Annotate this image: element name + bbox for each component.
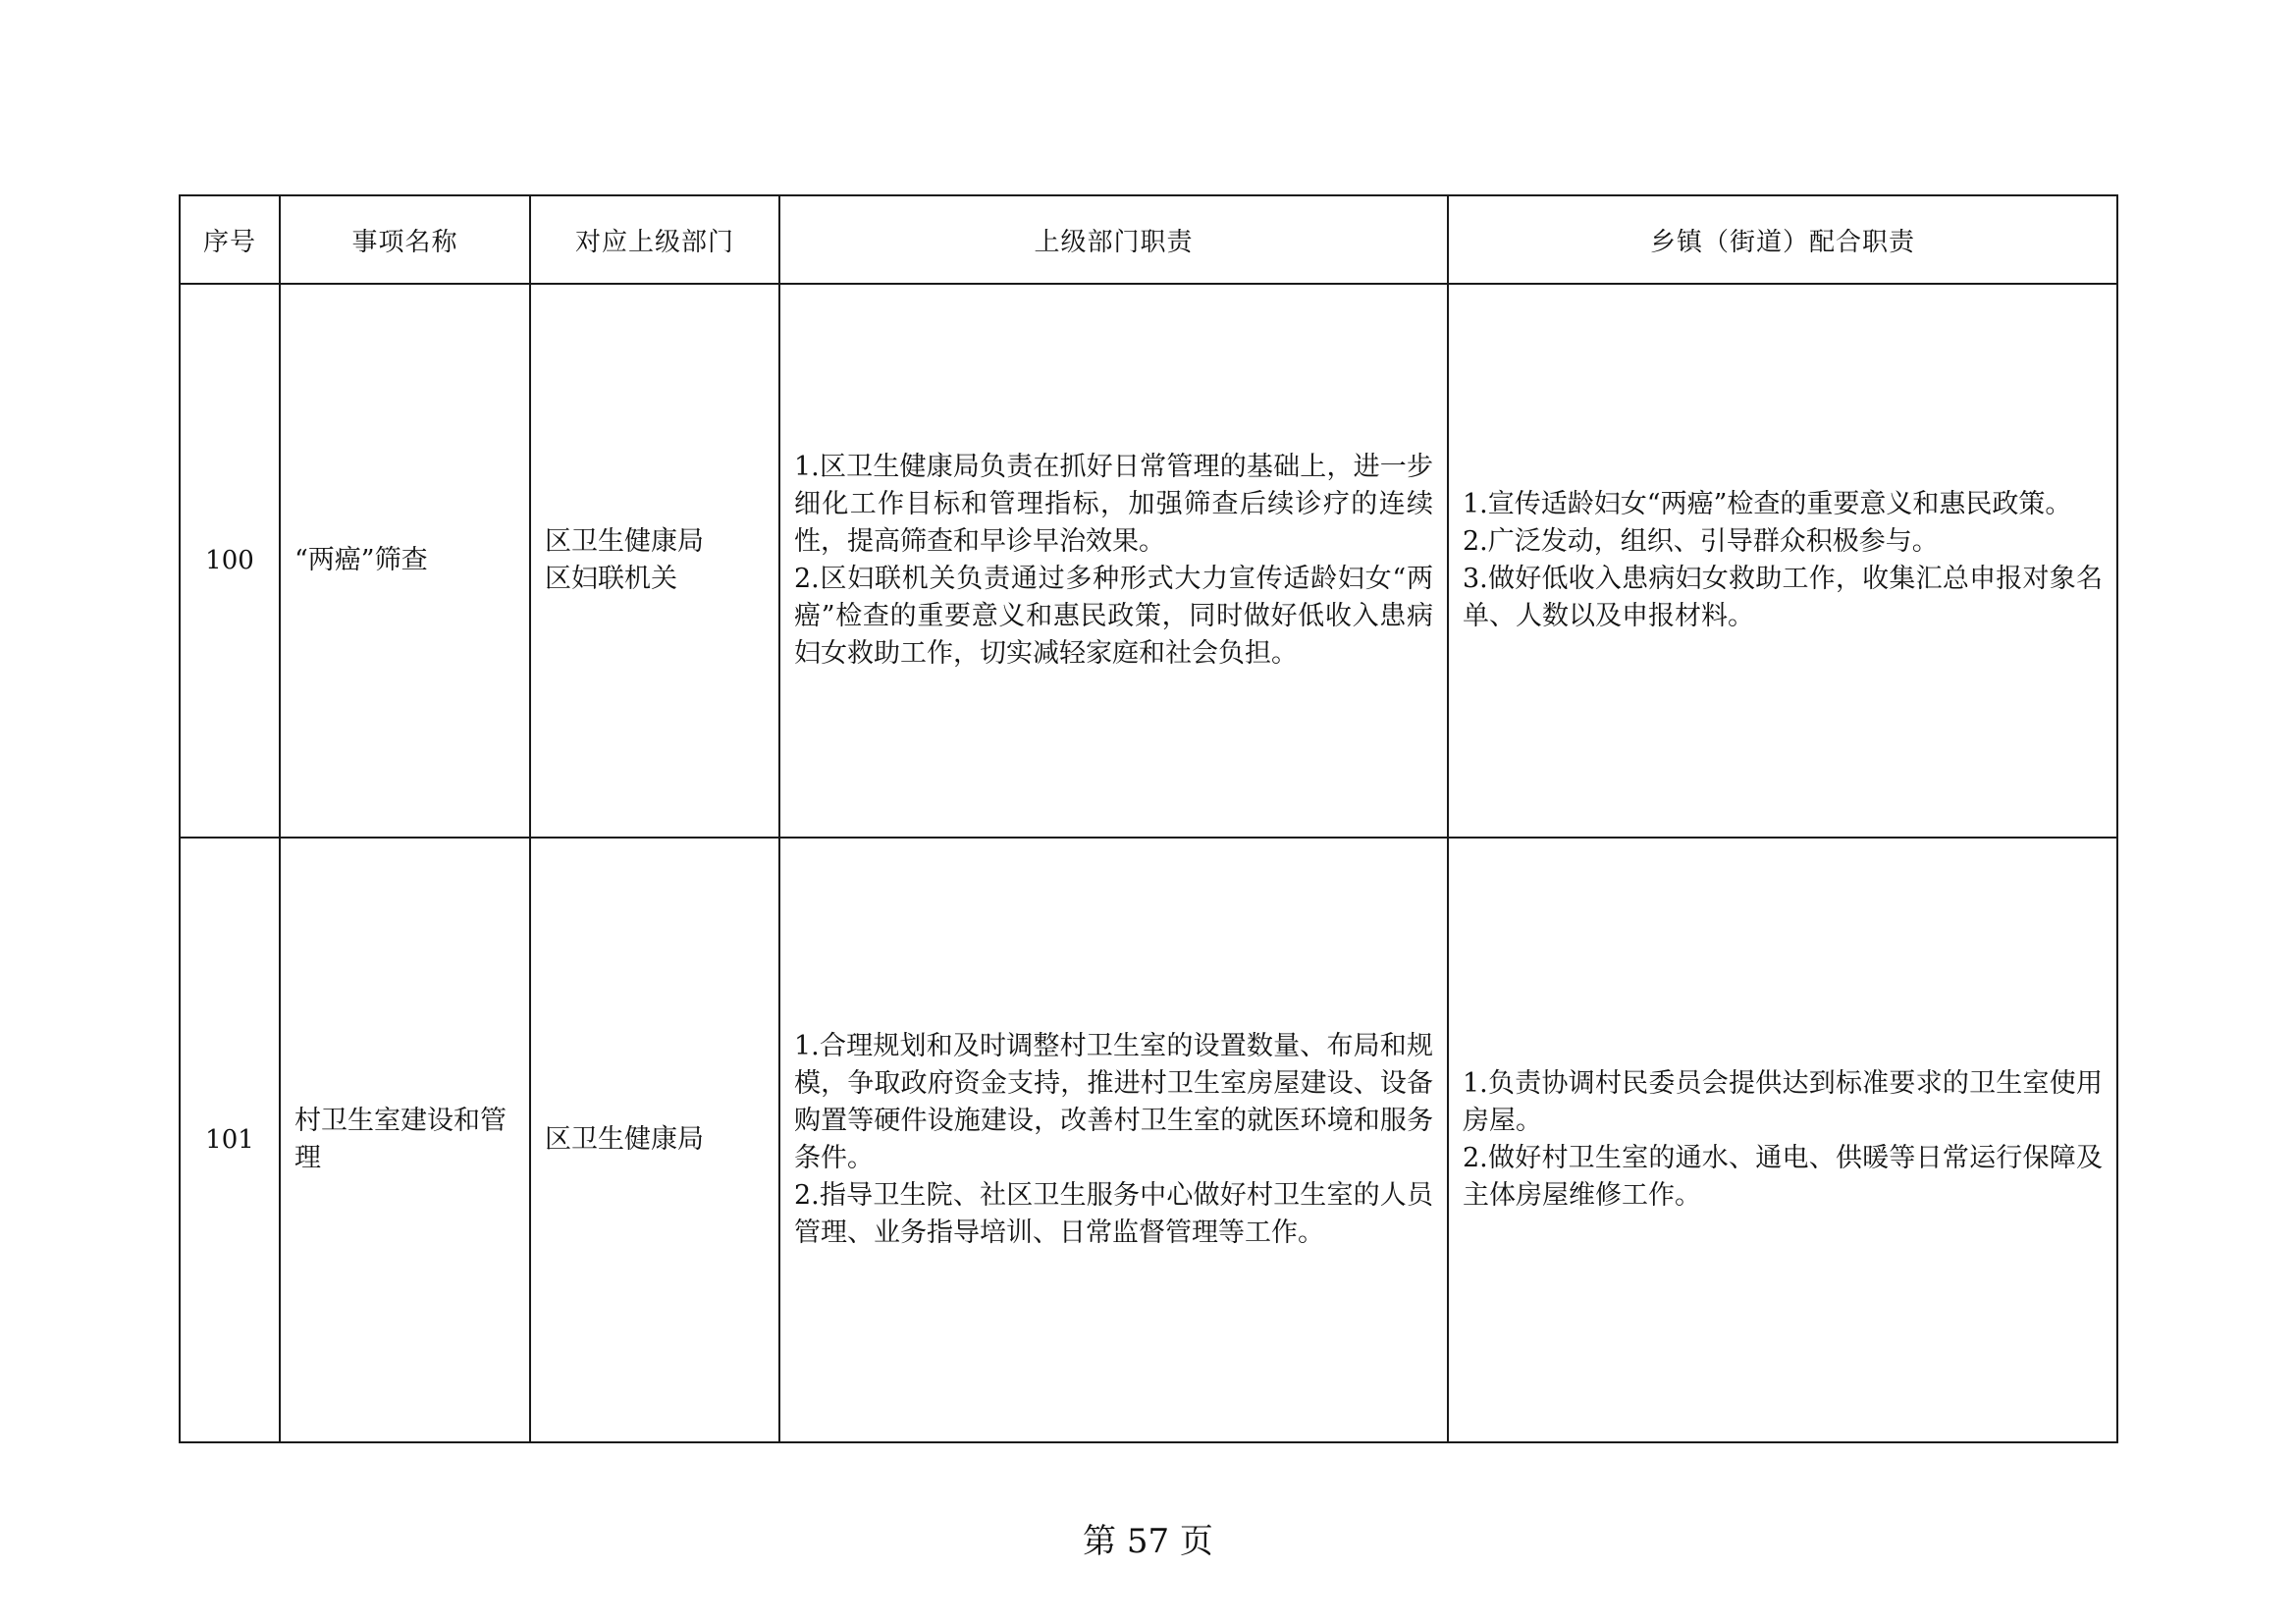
header-upper-department: 对应上级部门 xyxy=(530,195,779,284)
department-name: 区卫生健康局 xyxy=(545,1124,704,1155)
table-header-row xyxy=(180,195,2117,284)
row-upper-duties xyxy=(779,284,1448,838)
department-name: 区妇联机关 xyxy=(545,564,677,594)
header-serial-number: 序号 xyxy=(180,195,280,284)
duty-paragraph: 3.做好低收入患病妇女救助工作，收集汇总申报对象名单、人数以及申报材料。 xyxy=(1463,564,2103,631)
page-number: 第 57 页 xyxy=(1083,1522,1213,1561)
duty-paragraph: 1.负责协调村民委员会提供达到标准要求的卫生室使用房屋。 xyxy=(1463,1068,2103,1136)
row-item-name: “两癌”筛查 xyxy=(280,284,530,838)
row-town-duties xyxy=(1448,838,2117,1442)
header-item-name: 事项名称 xyxy=(280,195,530,284)
table-row xyxy=(180,838,2117,1442)
table-row xyxy=(180,284,2117,838)
row-upper-duties xyxy=(779,838,1448,1442)
duty-paragraph: 2.区妇联机关负责通过多种形式大力宣传适龄妇女“两癌”检查的重要意义和惠民政策，同时做好低收入患病妇女救助工作，切实减轻家庭和社会负担。 xyxy=(794,564,1433,669)
row-town-duties xyxy=(1448,284,2117,838)
responsibility-table xyxy=(179,194,2118,1443)
duty-paragraph: 2.广泛发动，组织、引导群众积极参与。 xyxy=(1463,526,1939,557)
duty-paragraph: 1.区卫生健康局负责在抓好日常管理的基础上，进一步细化工作目标和管理指标，加强筛查后续诊疗的连续性，提高筛查和早诊早治效果。 xyxy=(794,452,1433,557)
row-departments xyxy=(530,838,779,1442)
row-departments xyxy=(530,284,779,838)
duty-paragraph: 2.做好村卫生室的通水、通电、供暖等日常运行保障及主体房屋维修工作。 xyxy=(1463,1143,2103,1211)
duty-paragraph: 2.指导卫生院、社区卫生服务中心做好村卫生室的人员管理、业务指导培训、日常监督管理等工作。 xyxy=(794,1180,1433,1248)
header-town-duties: 乡镇（街道）配合职责 xyxy=(1448,195,2117,284)
row-item-name: 村卫生室建设和管理 xyxy=(280,838,530,1442)
duty-paragraph: 1.合理规划和及时调整村卫生室的设置数量、布局和规模，争取政府资金支持，推进村卫生室房屋建设、设备购置等硬件设施建设，改善村卫生室的就医环境和服务条件。 xyxy=(794,1031,1433,1173)
header-upper-duties: 上级部门职责 xyxy=(779,195,1448,284)
row-number: 101 xyxy=(180,838,280,1442)
row-number: 100 xyxy=(180,284,280,838)
duty-paragraph: 1.宣传适龄妇女“两癌”检查的重要意义和惠民政策。 xyxy=(1463,489,2072,519)
department-name: 区卫生健康局 xyxy=(545,526,704,557)
